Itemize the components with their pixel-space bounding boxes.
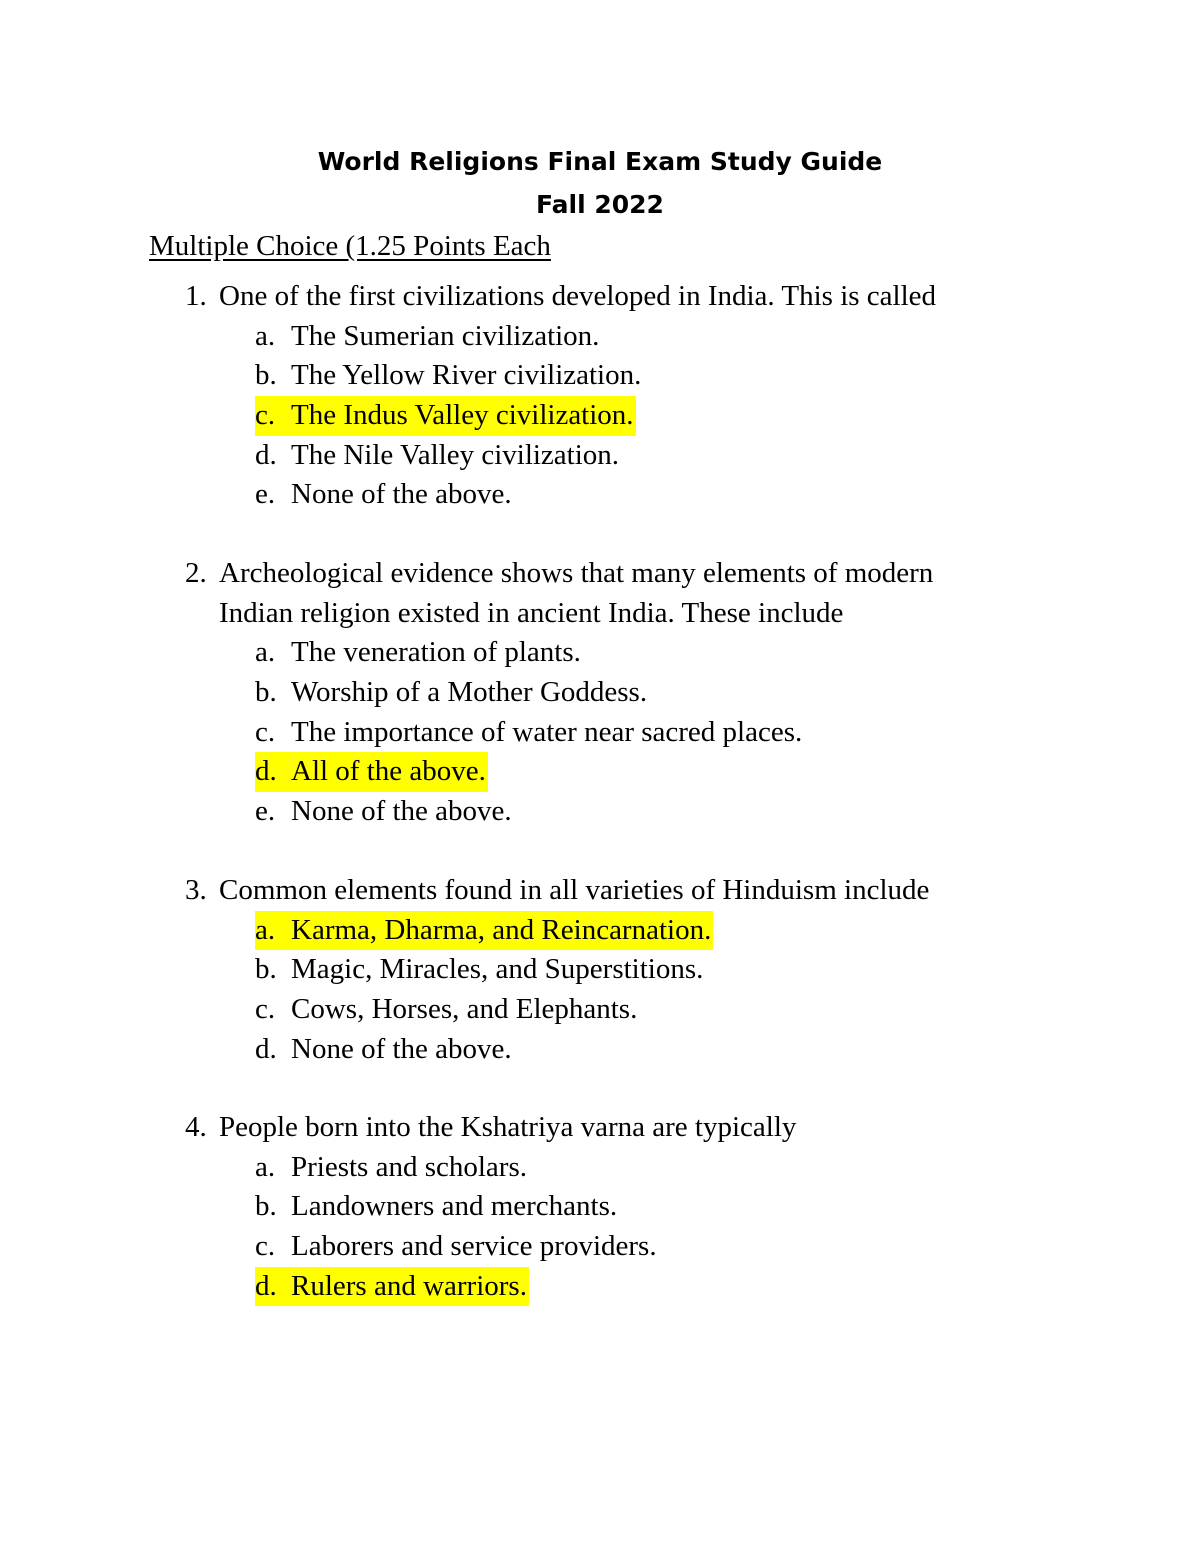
answer-option [0, 356, 1200, 396]
question-3 [0, 871, 1200, 1069]
option-text: The importance of water near sacred places. [291, 715, 803, 748]
answer-option [0, 1227, 1200, 1267]
option-text: The Nile Valley civilization. [291, 438, 620, 471]
answer-option [0, 713, 1200, 753]
option-text: Laborers and service providers. [291, 1230, 657, 1263]
option-text: Cows, Horses, and Elephants. [291, 993, 638, 1026]
option-text: None of the above. [291, 478, 512, 511]
option-text: None of the above. [291, 1032, 512, 1065]
answer-option [0, 673, 1200, 713]
question-text: Archeological evidence shows that many elements of modern [219, 557, 934, 589]
option-letter: e. [255, 478, 276, 511]
question-text: One of the first civilizations developed in India. This is called [219, 280, 937, 312]
option-text: The veneration of plants. [291, 636, 581, 669]
option-letter: a. [255, 1150, 276, 1183]
document-subtitle: Fall 2022 [536, 190, 664, 219]
option-letter: c. [255, 399, 276, 432]
document-title: World Religions Final Exam Study Guide [317, 147, 883, 176]
answer-option [0, 436, 1200, 476]
section-heading: Multiple Choice (1.25 Points Each [149, 230, 551, 262]
option-text: All of the above. [291, 755, 486, 788]
answer-option [0, 633, 1200, 673]
option-letter: d. [255, 1032, 277, 1065]
option-text: Karma, Dharma, and Reincarnation. [291, 913, 712, 946]
option-letter: b. [255, 359, 277, 392]
question-2 [0, 554, 1200, 832]
question-text-continued: Indian religion existed in ancient India. These include [219, 596, 844, 629]
option-text: None of the above. [291, 795, 512, 828]
option-text: Priests and scholars. [291, 1150, 527, 1183]
answer-option [0, 475, 1200, 515]
highlighted-answer [255, 1267, 529, 1307]
question-number: 1. [185, 280, 207, 312]
option-text: The Indus Valley civilization. [291, 399, 634, 432]
option-letter: c. [255, 1230, 276, 1263]
answer-option [0, 1187, 1200, 1227]
option-text: The Sumerian civilization. [291, 319, 600, 352]
answer-option [0, 1030, 1200, 1070]
answer-option [0, 990, 1200, 1030]
answer-option [0, 950, 1200, 990]
option-letter: d. [255, 438, 277, 471]
option-text: Magic, Miracles, and Superstitions. [291, 953, 704, 986]
answer-option [0, 1148, 1200, 1188]
option-letter: c. [255, 715, 276, 748]
option-letter: d. [255, 1269, 277, 1302]
option-letter: a. [255, 636, 276, 669]
question-text: Common elements found in all varieties of Hinduism include [219, 874, 930, 906]
option-text: Worship of a Mother Goddess. [291, 676, 648, 709]
option-letter: c. [255, 993, 276, 1026]
option-letter: e. [255, 795, 276, 828]
answer-option [0, 1267, 1200, 1307]
option-letter: b. [255, 1190, 277, 1223]
option-letter: a. [255, 319, 276, 352]
option-letter: b. [255, 676, 277, 709]
question-text: People born into the Kshatriya varna are typically [219, 1111, 797, 1143]
option-letter: b. [255, 953, 277, 986]
question-number: 4. [185, 1111, 207, 1143]
option-letter: d. [255, 755, 277, 788]
answer-option [0, 317, 1200, 357]
question-number: 2. [185, 557, 207, 589]
option-text: The Yellow River civilization. [291, 359, 642, 392]
option-text: Landowners and merchants. [291, 1190, 618, 1223]
answer-option [0, 792, 1200, 832]
answer-option [0, 752, 1200, 792]
question-number: 3. [185, 874, 207, 906]
highlighted-answer [255, 911, 713, 951]
highlighted-answer [255, 752, 488, 792]
answer-option [0, 911, 1200, 951]
question-1 [0, 277, 1200, 515]
option-text: Rulers and warriors. [291, 1269, 527, 1302]
answer-option [0, 396, 1200, 436]
highlighted-answer [255, 396, 636, 436]
option-letter: a. [255, 913, 276, 946]
question-4 [0, 1108, 1200, 1306]
